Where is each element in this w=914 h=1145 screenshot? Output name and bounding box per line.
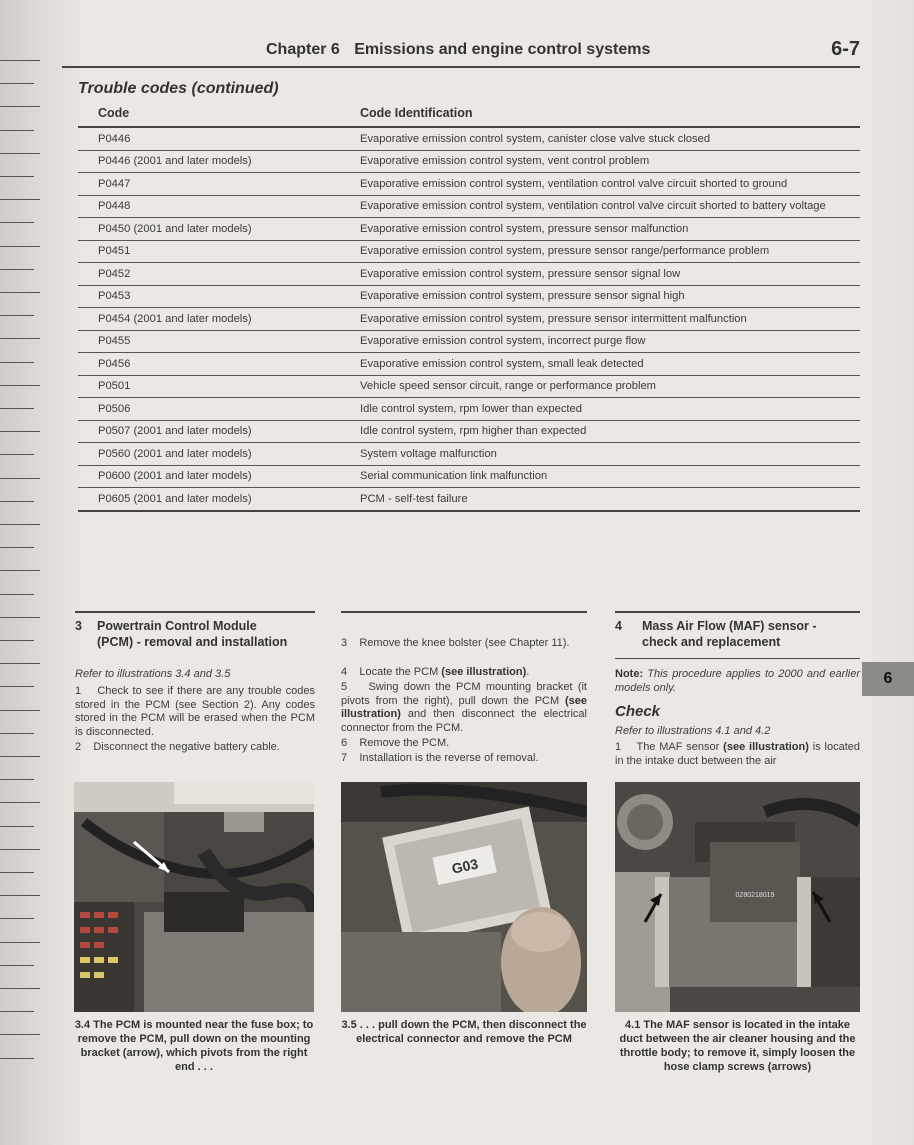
section-4-title-line1: Mass Air Flow (MAF) sensor - <box>642 619 817 633</box>
code-cell: P0450 (2001 and later models) <box>78 218 360 241</box>
paragraph-number: 1 <box>615 741 622 753</box>
ruler-tick <box>0 733 34 734</box>
table-row <box>78 465 860 488</box>
code-identification-cell: Idle control system, rpm higher than expected <box>360 420 860 443</box>
chapter-label: Chapter 6 <box>266 41 340 58</box>
column-header-identification: Code Identification <box>360 100 860 127</box>
ruler-tick <box>0 431 40 432</box>
code-cell: P0453 <box>78 285 360 308</box>
column-header-code: Code <box>78 100 360 127</box>
table-row <box>78 353 860 376</box>
header-rule <box>62 66 860 68</box>
code-identification-cell: Evaporative emission control system, pressure sensor signal high <box>360 285 860 308</box>
ruler-tick <box>0 315 34 316</box>
section-3-number: 3 <box>75 619 82 633</box>
code-identification-cell: Idle control system, rpm lower than expected <box>360 398 860 421</box>
ruler-tick <box>0 454 34 455</box>
code-identification-cell: Evaporative emission control system, ventilation control valve circuit shorted to battery voltage <box>360 195 860 218</box>
code-cell: P0507 (2001 and later models) <box>78 420 360 443</box>
code-cell: P0446 (2001 and later models) <box>78 150 360 173</box>
section-3-paragraph-5 <box>341 681 587 735</box>
table-row <box>78 263 860 286</box>
code-cell: P0506 <box>78 398 360 421</box>
table-row <box>78 240 860 263</box>
code-identification-cell: PCM - self-test failure <box>360 488 860 511</box>
section-4-note <box>615 668 860 695</box>
paragraph-text: Remove the PCM. <box>359 737 450 749</box>
pcm-label-text: G03 <box>450 855 480 877</box>
ruler-tick <box>0 130 34 131</box>
table-row <box>78 420 860 443</box>
section-3-paragraph-1 <box>75 685 315 739</box>
table-header-row <box>78 100 860 127</box>
code-cell: P0605 (2001 and later models) <box>78 488 360 511</box>
table-row <box>78 308 860 331</box>
ruler-tick <box>0 524 40 525</box>
table-title: Trouble codes (continued) <box>78 80 279 97</box>
column-2-rule <box>341 611 587 613</box>
ruler-tick <box>0 640 34 641</box>
code-identification-cell: Evaporative emission control system, pressure sensor signal low <box>360 263 860 286</box>
code-identification-cell: Evaporative emission control system, vent control problem <box>360 150 860 173</box>
code-cell: P0455 <box>78 330 360 353</box>
code-cell: P0451 <box>78 240 360 263</box>
paragraph-text: is located in the intake duct between the air <box>615 741 861 767</box>
ruler-tick <box>0 895 40 896</box>
code-identification-cell: Evaporative emission control system, canister close valve stuck closed <box>360 127 860 150</box>
paragraph-number: 4 <box>341 666 348 678</box>
section-4-title-line2: check and replacement <box>642 635 781 649</box>
ruler-tick <box>0 153 40 154</box>
ruler-tick <box>0 385 40 386</box>
ruler-tick <box>0 269 34 270</box>
ruler-tick <box>0 176 34 177</box>
code-identification-cell: Evaporative emission control system, pressure sensor intermittent malfunction <box>360 308 860 331</box>
ruler-tick <box>0 802 40 803</box>
table-row <box>78 330 860 353</box>
paragraph-text: Swing down the PCM mounting bracket (it pivots from the right), pull down the PCM <box>341 681 587 707</box>
table-row <box>78 443 860 466</box>
table-row <box>78 127 860 150</box>
ruler-tick <box>0 686 34 687</box>
illustration-reference: (see illustration) <box>441 666 527 678</box>
code-identification-cell: Evaporative emission control system, ventilation control valve circuit shorted to ground <box>360 173 860 196</box>
ruler-tick <box>0 501 34 502</box>
code-cell: P0501 <box>78 375 360 398</box>
ruler-tick <box>0 547 34 548</box>
ruler-tick <box>0 942 40 943</box>
caption-4-1: 4.1 The MAF sensor is located in the intake duct between the air cleaner housing and the throttle body; to remove it, simply loosen the hose clamp screws (arrows) <box>619 1019 856 1073</box>
code-identification-cell: Evaporative emission control system, incorrect purge flow <box>360 330 860 353</box>
ruler-tick <box>0 338 40 339</box>
ruler-tick <box>0 663 40 664</box>
table-row <box>78 488 860 511</box>
section-4-paragraph-1 <box>615 741 860 768</box>
ruler-tick <box>0 617 40 618</box>
paragraph-text: and then disconnect the electrical connector from the PCM. <box>341 708 587 734</box>
code-cell: P0446 <box>78 127 360 150</box>
ruler-tick <box>0 106 40 107</box>
photo-3-5-pcm-removal <box>341 782 587 1012</box>
ruler-tick <box>0 779 34 780</box>
ruler-tick <box>0 246 40 247</box>
ruler-tick <box>0 918 34 919</box>
ruler-tick <box>0 710 40 711</box>
note-text: This procedure applies to 2000 and earlier models only. <box>615 668 860 694</box>
ruler-tick <box>0 292 40 293</box>
page-number: 6-7 <box>831 38 860 60</box>
section-4-rule <box>615 611 860 613</box>
code-identification-cell: System voltage malfunction <box>360 443 860 466</box>
paragraph-text: Check to see if there are any trouble codes stored in the PCM (see Section 2). Any codes stored in the PCM will be erased when the PCM is disconnected. <box>75 685 315 738</box>
section-3-title-line2: (PCM) - removal and installation <box>97 635 288 649</box>
ruler-tick <box>0 965 34 966</box>
section-4-heading <box>615 618 860 650</box>
ruler-tick <box>0 1058 34 1059</box>
ruler-tick <box>0 83 34 84</box>
section-3-rule <box>75 611 315 613</box>
code-cell: P0600 (2001 and later models) <box>78 465 360 488</box>
table-row <box>78 285 860 308</box>
binding-edge-ruler <box>0 60 60 1080</box>
code-identification-cell: Vehicle speed sensor circuit, range or performance problem <box>360 375 860 398</box>
note-label: Note: <box>615 668 644 680</box>
code-cell: P0448 <box>78 195 360 218</box>
paragraph-text: Installation is the reverse of removal. <box>359 752 539 764</box>
ruler-tick <box>0 408 34 409</box>
table-row <box>78 375 860 398</box>
code-cell: P0454 (2001 and later models) <box>78 308 360 331</box>
ruler-tick <box>0 872 34 873</box>
section-3-heading <box>75 618 315 650</box>
section-3-paragraph-6 <box>341 737 587 751</box>
ruler-tick <box>0 988 40 989</box>
ruler-tick <box>0 594 34 595</box>
photo-3-4-pcm-fuse-box <box>74 782 314 1012</box>
table-row <box>78 398 860 421</box>
paragraph-number: 6 <box>341 737 348 749</box>
ruler-tick <box>0 849 40 850</box>
caption-3-4: 3.4 The PCM is mounted near the fuse box; to remove the PCM, pull down on the mounting bracket (arrow), which pivots from the right end . . . <box>74 1019 314 1073</box>
ruler-tick <box>0 199 40 200</box>
trouble-codes-table <box>78 100 860 512</box>
table-row <box>78 173 860 196</box>
illustration-reference: (see illustration) <box>341 694 587 720</box>
paragraph-text: . <box>526 666 530 678</box>
ruler-tick <box>0 478 40 479</box>
table-row <box>78 195 860 218</box>
paragraph-text: Disconnect the negative battery cable. <box>93 741 280 753</box>
photo-4-1-maf-sensor <box>615 782 860 1012</box>
section-4-heading-rule <box>615 658 860 659</box>
code-identification-cell: Evaporative emission control system, pressure sensor malfunction <box>360 218 860 241</box>
paragraph-text: Locate the PCM <box>359 666 442 678</box>
paragraph-number: 7 <box>341 752 348 764</box>
code-cell: P0456 <box>78 353 360 376</box>
code-identification-cell: Serial communication link malfunction <box>360 465 860 488</box>
ruler-tick <box>0 1011 34 1012</box>
section-3-paragraph-7 <box>341 752 587 766</box>
ruler-tick <box>0 222 34 223</box>
section-4-number: 4 <box>615 619 622 633</box>
chapter-side-tab: 6 <box>862 662 914 696</box>
chapter-title: Emissions and engine control systems <box>354 41 651 58</box>
section-3-paragraph-4 <box>341 666 587 680</box>
paragraph-number: 3 <box>341 637 348 649</box>
ruler-tick <box>0 1034 40 1035</box>
section-3-refer: Refer to illustrations 3.4 and 3.5 <box>75 668 231 680</box>
check-heading: Check <box>615 703 661 720</box>
section-3-paragraph-2 <box>75 741 315 755</box>
paragraph-number: 1 <box>75 685 82 697</box>
table-row <box>78 150 860 173</box>
section-3-paragraph-3 <box>341 637 587 651</box>
code-identification-cell: Evaporative emission control system, pressure sensor range/performance problem <box>360 240 860 263</box>
code-cell: P0560 (2001 and later models) <box>78 443 360 466</box>
caption-3-5: 3.5 . . . pull down the PCM, then disconnect the electrical connector and remove the PCM <box>341 1019 587 1045</box>
maf-label-text: 0280218019 <box>735 892 775 899</box>
code-cell: P0447 <box>78 173 360 196</box>
table-row <box>78 218 860 241</box>
paragraph-text: The MAF sensor <box>636 741 724 753</box>
paragraph-number: 5 <box>341 681 348 693</box>
paragraph-number: 2 <box>75 741 82 753</box>
ruler-tick <box>0 826 34 827</box>
section-4-refer: Refer to illustrations 4.1 and 4.2 <box>615 725 771 737</box>
section-3-title-line1: Powertrain Control Module <box>97 619 257 633</box>
code-identification-cell: Evaporative emission control system, small leak detected <box>360 353 860 376</box>
chapter-header <box>266 41 650 59</box>
ruler-tick <box>0 60 40 61</box>
paragraph-text: Remove the knee bolster (see Chapter 11). <box>359 637 570 649</box>
code-cell: P0452 <box>78 263 360 286</box>
ruler-tick <box>0 362 34 363</box>
illustration-reference: (see illustration) <box>723 741 809 753</box>
ruler-tick <box>0 756 40 757</box>
ruler-tick <box>0 570 40 571</box>
